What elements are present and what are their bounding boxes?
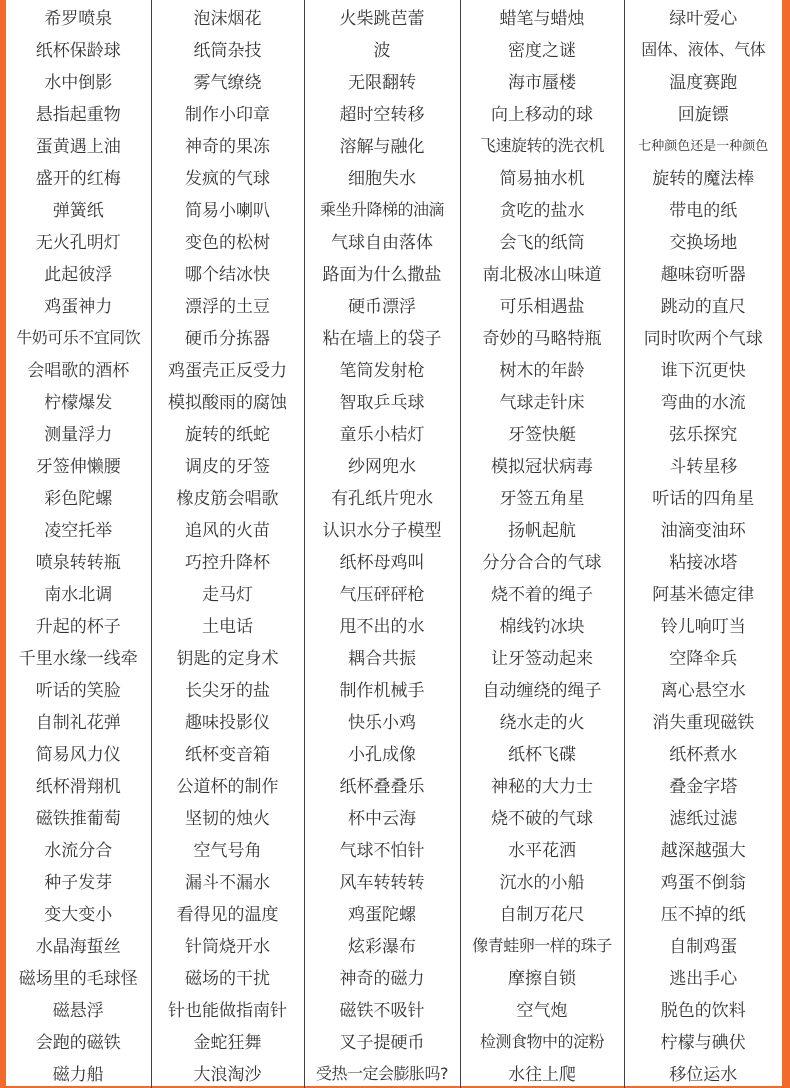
table-row bbox=[6, 736, 782, 768]
table-row bbox=[6, 1056, 782, 1088]
experiment-name-cell: 弹簧纸 bbox=[6, 192, 151, 224]
experiment-name-cell: 针筒烧开水 bbox=[151, 928, 304, 960]
experiment-name-cell: 童乐小桔灯 bbox=[304, 416, 460, 448]
experiment-name-cell: 公道杯的制作 bbox=[151, 768, 304, 800]
experiment-name-cell: 烧不破的气球 bbox=[460, 800, 624, 832]
experiment-name-cell: 气球自由落体 bbox=[304, 224, 460, 256]
table-row bbox=[6, 448, 782, 480]
table-row bbox=[6, 480, 782, 512]
experiment-name-cell: 纸杯保龄球 bbox=[6, 32, 151, 64]
experiment-table bbox=[6, 0, 782, 1088]
experiment-name-cell: 气压砰砰枪 bbox=[304, 576, 460, 608]
experiment-name-cell: 大浪淘沙 bbox=[151, 1056, 304, 1088]
table-row bbox=[6, 576, 782, 608]
table-row bbox=[6, 320, 782, 352]
experiment-name-cell: 让牙签动起来 bbox=[460, 640, 624, 672]
experiment-name-cell: 有孔纸片兜水 bbox=[304, 480, 460, 512]
table-row bbox=[6, 800, 782, 832]
experiment-name-cell: 南水北调 bbox=[6, 576, 151, 608]
experiment-name-cell: 金蛇狂舞 bbox=[151, 1024, 304, 1056]
experiment-name-cell: 调皮的牙签 bbox=[151, 448, 304, 480]
experiment-name-cell: 回旋镖 bbox=[624, 96, 782, 128]
experiment-name-cell: 路面为什么撒盐 bbox=[304, 256, 460, 288]
table-row bbox=[6, 288, 782, 320]
experiment-name-cell: 磁场的干扰 bbox=[151, 960, 304, 992]
table-row bbox=[6, 32, 782, 64]
experiment-name-cell: 溶解与融化 bbox=[304, 128, 460, 160]
table-row bbox=[6, 352, 782, 384]
experiment-name-cell: 简易抽水机 bbox=[460, 160, 624, 192]
experiment-name-cell: 此起彼浮 bbox=[6, 256, 151, 288]
table-row bbox=[6, 832, 782, 864]
experiment-name-cell: 自制万花尺 bbox=[460, 896, 624, 928]
experiment-name-cell: 泡沫烟花 bbox=[151, 0, 304, 32]
experiment-name-cell: 跳动的直尺 bbox=[624, 288, 782, 320]
experiment-name-cell: 火柴跳芭蕾 bbox=[304, 0, 460, 32]
experiment-name-cell: 趣味窃听器 bbox=[624, 256, 782, 288]
experiment-table-body bbox=[6, 0, 782, 1088]
experiment-name-cell: 长尖牙的盐 bbox=[151, 672, 304, 704]
experiment-name-cell: 升起的杯子 bbox=[6, 608, 151, 640]
experiment-name-cell: 带电的纸 bbox=[624, 192, 782, 224]
experiment-name-cell: 风车转转转 bbox=[304, 864, 460, 896]
table-row bbox=[6, 608, 782, 640]
experiment-name-cell: 磁铁不吸针 bbox=[304, 992, 460, 1024]
table-row bbox=[6, 192, 782, 224]
table-row bbox=[6, 96, 782, 128]
experiment-name-cell: 耦合共振 bbox=[304, 640, 460, 672]
experiment-name-cell: 受热一定会膨胀吗? bbox=[304, 1056, 460, 1088]
experiment-name-cell: 趣味投影仪 bbox=[151, 704, 304, 736]
experiment-name-cell: 杯中云海 bbox=[304, 800, 460, 832]
experiment-name-cell: 简易小喇叭 bbox=[151, 192, 304, 224]
experiment-name-cell: 滤纸过滤 bbox=[624, 800, 782, 832]
experiment-name-cell: 钥匙的定身术 bbox=[151, 640, 304, 672]
experiment-name-cell: 飞速旋转的洗衣机 bbox=[460, 128, 624, 160]
experiment-name-cell: 发疯的气球 bbox=[151, 160, 304, 192]
experiment-name-cell: 逃出手心 bbox=[624, 960, 782, 992]
experiment-name-cell: 柠檬与碘伏 bbox=[624, 1024, 782, 1056]
experiment-name-cell: 斗转星移 bbox=[624, 448, 782, 480]
experiment-name-cell: 硬币分拣器 bbox=[151, 320, 304, 352]
table-row bbox=[6, 544, 782, 576]
experiment-name-cell: 牛奶可乐不宜同饮 bbox=[6, 320, 151, 352]
experiment-name-cell: 水晶海蜇丝 bbox=[6, 928, 151, 960]
experiment-name-cell: 橡皮筋会唱歌 bbox=[151, 480, 304, 512]
experiment-name-cell: 温度赛跑 bbox=[624, 64, 782, 96]
experiment-name-cell: 制作机械手 bbox=[304, 672, 460, 704]
experiment-name-cell: 巧控升降杯 bbox=[151, 544, 304, 576]
experiment-name-cell: 树木的年龄 bbox=[460, 352, 624, 384]
experiment-name-cell: 海市蜃楼 bbox=[460, 64, 624, 96]
experiment-name-cell: 自制鸡蛋 bbox=[624, 928, 782, 960]
experiment-name-cell: 会唱歌的酒杯 bbox=[6, 352, 151, 384]
experiment-name-cell: 蛋黄遇上油 bbox=[6, 128, 151, 160]
experiment-name-cell: 压不掉的纸 bbox=[624, 896, 782, 928]
experiment-name-cell: 磁铁推葡萄 bbox=[6, 800, 151, 832]
experiment-name-cell: 鸡蛋壳正反受力 bbox=[151, 352, 304, 384]
experiment-name-cell: 弦乐探究 bbox=[624, 416, 782, 448]
experiment-name-cell: 无限翻转 bbox=[304, 64, 460, 96]
experiment-name-cell: 炫彩瀑布 bbox=[304, 928, 460, 960]
experiment-name-cell: 纸杯叠叠乐 bbox=[304, 768, 460, 800]
experiment-name-cell: 绕水走的火 bbox=[460, 704, 624, 736]
table-row bbox=[6, 64, 782, 96]
experiment-name-cell: 纸杯飞碟 bbox=[460, 736, 624, 768]
experiment-name-cell: 牙签伸懒腰 bbox=[6, 448, 151, 480]
experiment-name-cell: 越深越强大 bbox=[624, 832, 782, 864]
experiment-name-cell: 听话的笑脸 bbox=[6, 672, 151, 704]
experiment-name-cell: 追风的火苗 bbox=[151, 512, 304, 544]
experiment-name-cell: 变大变小 bbox=[6, 896, 151, 928]
experiment-name-cell: 盛开的红梅 bbox=[6, 160, 151, 192]
experiment-name-cell: 像青蛙卵一样的珠子 bbox=[460, 928, 624, 960]
experiment-name-cell: 移位运水 bbox=[624, 1056, 782, 1088]
experiment-name-cell: 牙签快艇 bbox=[460, 416, 624, 448]
table-row bbox=[6, 512, 782, 544]
experiment-name-cell: 针也能做指南针 bbox=[151, 992, 304, 1024]
experiment-name-cell: 纸杯变音箱 bbox=[151, 736, 304, 768]
experiment-name-cell: 会跑的磁铁 bbox=[6, 1024, 151, 1056]
experiment-name-cell: 智取乒乓球 bbox=[304, 384, 460, 416]
experiment-name-cell: 模拟酸雨的腐蚀 bbox=[151, 384, 304, 416]
experiment-name-cell: 硬币漂浮 bbox=[304, 288, 460, 320]
table-row bbox=[6, 768, 782, 800]
experiment-name-cell: 看得见的温度 bbox=[151, 896, 304, 928]
experiment-name-cell: 棉线钓冰块 bbox=[460, 608, 624, 640]
experiment-name-cell: 交换场地 bbox=[624, 224, 782, 256]
experiment-name-cell: 神奇的磁力 bbox=[304, 960, 460, 992]
experiment-name-cell: 无火孔明灯 bbox=[6, 224, 151, 256]
experiment-name-cell: 脱色的饮料 bbox=[624, 992, 782, 1024]
experiment-name-cell: 希罗喷泉 bbox=[6, 0, 151, 32]
experiment-name-cell: 向上移动的球 bbox=[460, 96, 624, 128]
table-row bbox=[6, 256, 782, 288]
experiment-name-cell: 自动缠绕的绳子 bbox=[460, 672, 624, 704]
experiment-name-cell: 神秘的大力士 bbox=[460, 768, 624, 800]
table-row bbox=[6, 640, 782, 672]
experiment-name-cell: 绿叶爱心 bbox=[624, 0, 782, 32]
table-row bbox=[6, 960, 782, 992]
experiment-name-cell: 空气炮 bbox=[460, 992, 624, 1024]
experiment-name-cell: 纸杯母鸡叫 bbox=[304, 544, 460, 576]
experiment-name-cell: 油滴变油环 bbox=[624, 512, 782, 544]
experiment-name-cell: 千里水缘一线牵 bbox=[6, 640, 151, 672]
experiment-name-cell: 水流分合 bbox=[6, 832, 151, 864]
table-row bbox=[6, 128, 782, 160]
experiment-name-cell: 气球不怕针 bbox=[304, 832, 460, 864]
experiment-name-cell: 消失重现磁铁 bbox=[624, 704, 782, 736]
experiment-name-cell: 同时吹两个气球 bbox=[624, 320, 782, 352]
experiment-name-cell: 听话的四角星 bbox=[624, 480, 782, 512]
experiment-name-cell: 纸杯煮水 bbox=[624, 736, 782, 768]
experiment-name-cell: 气球走针床 bbox=[460, 384, 624, 416]
experiment-name-cell: 烧不着的绳子 bbox=[460, 576, 624, 608]
experiment-name-cell: 南北极冰山味道 bbox=[460, 256, 624, 288]
experiment-name-cell: 模拟冠状病毒 bbox=[460, 448, 624, 480]
table-row bbox=[6, 992, 782, 1024]
experiment-name-cell: 检测食物中的淀粉 bbox=[460, 1024, 624, 1056]
table-row bbox=[6, 672, 782, 704]
experiment-name-cell: 谁下沉更快 bbox=[624, 352, 782, 384]
experiment-name-cell: 磁场里的毛球怪 bbox=[6, 960, 151, 992]
experiment-name-cell: 漏斗不漏水 bbox=[151, 864, 304, 896]
experiment-name-cell: 阿基米德定律 bbox=[624, 576, 782, 608]
experiment-name-cell: 哪个结冰快 bbox=[151, 256, 304, 288]
experiment-name-cell: 快乐小鸡 bbox=[304, 704, 460, 736]
experiment-name-cell: 鸡蛋神力 bbox=[6, 288, 151, 320]
experiment-name-cell: 鸡蛋陀螺 bbox=[304, 896, 460, 928]
experiment-name-cell: 超时空转移 bbox=[304, 96, 460, 128]
experiment-name-cell: 凌空托举 bbox=[6, 512, 151, 544]
experiment-list-sheet bbox=[6, 0, 782, 1086]
table-row bbox=[6, 160, 782, 192]
experiment-name-cell: 沉水的小船 bbox=[460, 864, 624, 896]
experiment-name-cell: 笔筒发射枪 bbox=[304, 352, 460, 384]
experiment-name-cell: 坚韧的烛火 bbox=[151, 800, 304, 832]
experiment-name-cell: 七种颜色还是一种颜色 bbox=[624, 128, 782, 160]
experiment-name-cell: 铃儿响叮当 bbox=[624, 608, 782, 640]
experiment-name-cell: 乘坐升降梯的油滴 bbox=[304, 192, 460, 224]
experiment-name-cell: 水中倒影 bbox=[6, 64, 151, 96]
experiment-name-cell: 蜡笔与蜡烛 bbox=[460, 0, 624, 32]
experiment-name-cell: 贪吃的盐水 bbox=[460, 192, 624, 224]
experiment-name-cell: 密度之谜 bbox=[460, 32, 624, 64]
experiment-name-cell: 牙签五角星 bbox=[460, 480, 624, 512]
experiment-name-cell: 甩不出的水 bbox=[304, 608, 460, 640]
experiment-name-cell: 磁力船 bbox=[6, 1056, 151, 1088]
experiment-name-cell: 细胞失水 bbox=[304, 160, 460, 192]
experiment-name-cell: 会飞的纸筒 bbox=[460, 224, 624, 256]
experiment-name-cell: 波 bbox=[304, 32, 460, 64]
experiment-name-cell: 小孔成像 bbox=[304, 736, 460, 768]
experiment-name-cell: 摩擦自锁 bbox=[460, 960, 624, 992]
table-row bbox=[6, 1024, 782, 1056]
table-row bbox=[6, 224, 782, 256]
experiment-name-cell: 变色的松树 bbox=[151, 224, 304, 256]
experiment-name-cell: 鸡蛋不倒翁 bbox=[624, 864, 782, 896]
experiment-name-cell: 粘在墙上的袋子 bbox=[304, 320, 460, 352]
experiment-name-cell: 固体、液体、气体 bbox=[624, 32, 782, 64]
experiment-name-cell: 喷泉转转瓶 bbox=[6, 544, 151, 576]
experiment-name-cell: 弯曲的水流 bbox=[624, 384, 782, 416]
table-row bbox=[6, 928, 782, 960]
experiment-name-cell: 雾气缭绕 bbox=[151, 64, 304, 96]
experiment-name-cell: 彩色陀螺 bbox=[6, 480, 151, 512]
experiment-name-cell: 离心悬空水 bbox=[624, 672, 782, 704]
experiment-name-cell: 悬指起重物 bbox=[6, 96, 151, 128]
experiment-name-cell: 叠金字塔 bbox=[624, 768, 782, 800]
experiment-name-cell: 水往上爬 bbox=[460, 1056, 624, 1088]
experiment-name-cell: 水平花洒 bbox=[460, 832, 624, 864]
experiment-name-cell: 漂浮的土豆 bbox=[151, 288, 304, 320]
experiment-name-cell: 磁悬浮 bbox=[6, 992, 151, 1024]
experiment-name-cell: 扬帆起航 bbox=[460, 512, 624, 544]
experiment-name-cell: 纸杯滑翔机 bbox=[6, 768, 151, 800]
experiment-name-cell: 旋转的纸蛇 bbox=[151, 416, 304, 448]
experiment-name-cell: 神奇的果冻 bbox=[151, 128, 304, 160]
table-row bbox=[6, 704, 782, 736]
experiment-name-cell: 空降伞兵 bbox=[624, 640, 782, 672]
experiment-name-cell: 制作小印章 bbox=[151, 96, 304, 128]
experiment-name-cell: 柠檬爆发 bbox=[6, 384, 151, 416]
experiment-name-cell: 旋转的魔法棒 bbox=[624, 160, 782, 192]
experiment-name-cell: 认识水分子模型 bbox=[304, 512, 460, 544]
experiment-name-cell: 走马灯 bbox=[151, 576, 304, 608]
table-row bbox=[6, 0, 782, 32]
table-row bbox=[6, 896, 782, 928]
experiment-name-cell: 奇妙的马略特瓶 bbox=[460, 320, 624, 352]
experiment-name-cell: 简易风力仪 bbox=[6, 736, 151, 768]
experiment-name-cell: 种子发芽 bbox=[6, 864, 151, 896]
experiment-name-cell: 纱网兜水 bbox=[304, 448, 460, 480]
experiment-name-cell: 测量浮力 bbox=[6, 416, 151, 448]
experiment-name-cell: 纸筒杂技 bbox=[151, 32, 304, 64]
experiment-name-cell: 土电话 bbox=[151, 608, 304, 640]
table-row bbox=[6, 384, 782, 416]
experiment-name-cell: 粘接冰塔 bbox=[624, 544, 782, 576]
experiment-name-cell: 叉子提硬币 bbox=[304, 1024, 460, 1056]
experiment-name-cell: 分分合合的气球 bbox=[460, 544, 624, 576]
table-row bbox=[6, 416, 782, 448]
experiment-name-cell: 可乐相遇盐 bbox=[460, 288, 624, 320]
experiment-name-cell: 自制礼花弹 bbox=[6, 704, 151, 736]
table-row bbox=[6, 864, 782, 896]
experiment-name-cell: 空气号角 bbox=[151, 832, 304, 864]
